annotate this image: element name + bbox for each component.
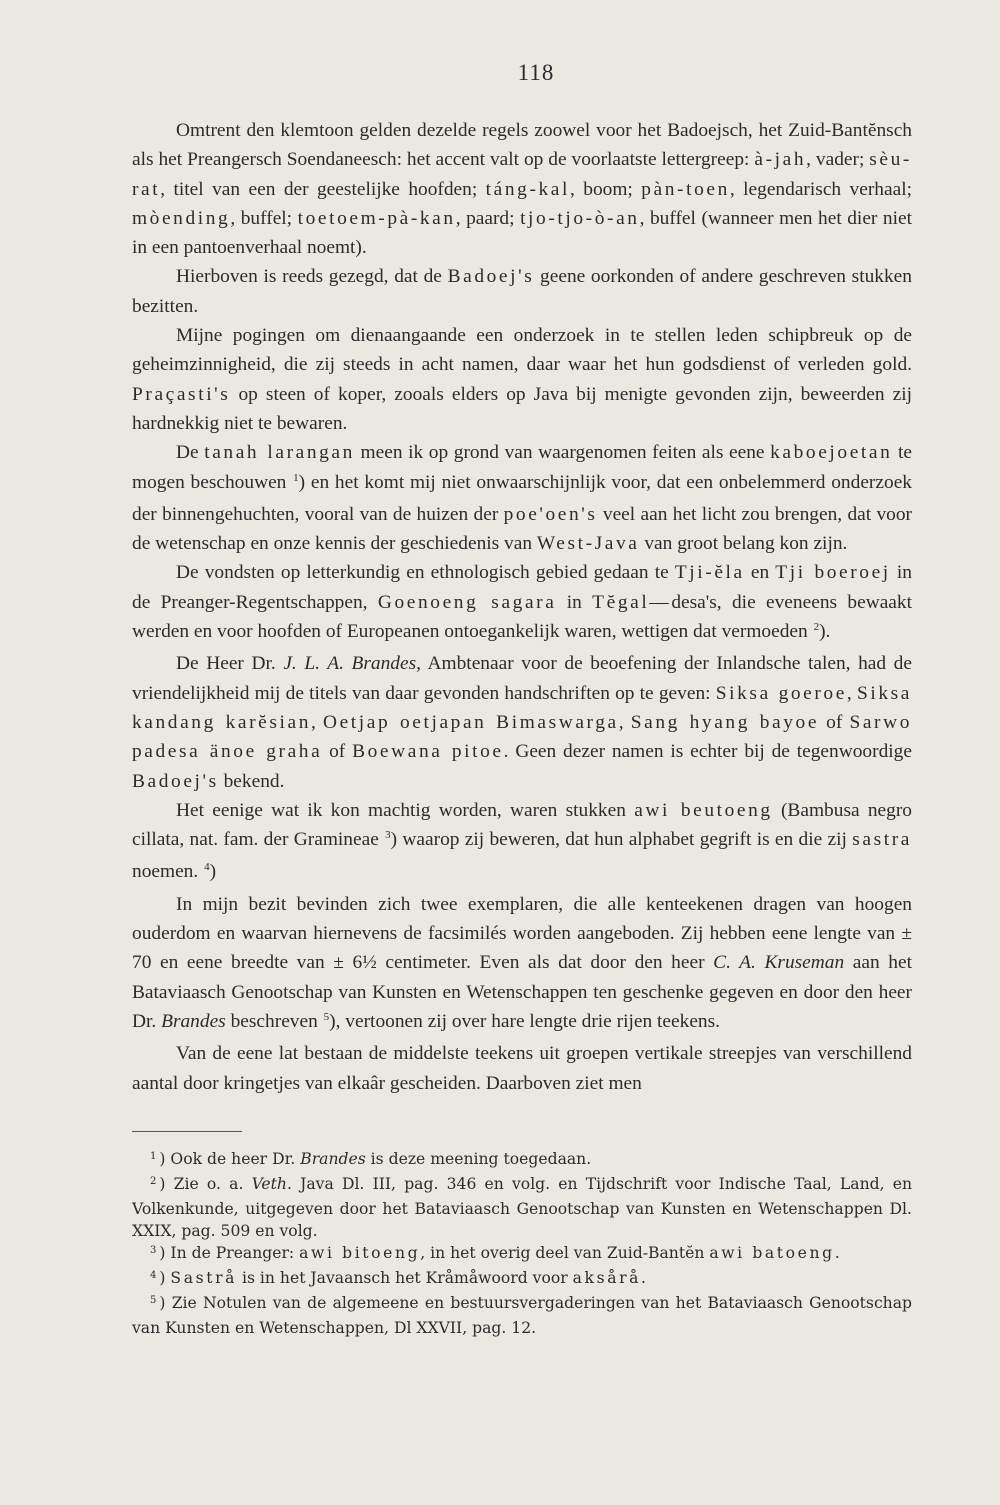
text-run: en [744,562,776,584]
text-run: Mijne pogingen om dienaangaande een onderzoek in te stellen leden schipbreuk op de geheimzinnigheid, die zij steeds in acht namen, daar waar het hun godsdienst of verleden gold. [132,325,912,376]
footnote-divider [132,1131,242,1132]
text-run: , paard; [455,207,521,229]
paragraph [132,1039,912,1098]
spaced-term: Tji boeroej [775,562,891,584]
text-run: , titel van een der geestelijke hoofden; [160,178,486,200]
text-run: Hierboven is reeds gezegd, dat de [176,266,448,288]
italic-name: Brandes [300,1149,366,1168]
text-run: Zie o. a. [173,1174,252,1193]
spaced-term: awi beutoeng [634,799,773,821]
spaced-term: Badoej's [132,770,219,792]
page-number: 118 [517,60,555,85]
text-run: Zie Notulen van de algemeene en bestuursvergaderingen van het Bataviaasch Genootschap van Kunsten en Wetenschappen, Dl XXVII, pag. 12. [132,1293,912,1337]
spaced-term: Sang hyang bayoe [630,711,820,733]
spaced-term: tjo-tjo-ò-an [520,207,640,229]
text-run: . [641,1268,647,1287]
text-run: is deze meening toegedaan. [365,1149,592,1168]
italic-name: J. L. A. Brandes [283,653,417,675]
spaced-term: Boewana pitoe [352,741,504,763]
footnote-mark: 3 [150,1244,157,1256]
text-run: Van de eene lat bestaan de middelste teekens uit groepen vertikale streepjes van verschillend aantal door kringetjes van elkaâr gescheiden. Daarboven ziet men [132,1043,912,1094]
paragraph [132,649,912,795]
text-run: ) en het komt mij niet onwaarschijnlijk voor, dat een onbelemmerd onderzoek der binnengehuchten, vooral van de huizen der [132,471,912,525]
text-run: ), vertoonen zij over hare lengte drie rijen teekens. [329,1010,721,1032]
spaced-term: awi bitoeng [299,1243,421,1262]
spaced-term: tanah larangan [204,442,355,464]
paragraph [132,262,912,321]
body-text [132,116,912,1098]
paragraph [132,890,912,1039]
spaced-term: Tji-ĕla [674,562,745,584]
paragraph [132,438,912,558]
text-run: Ook de heer Dr. [170,1149,301,1168]
footnote [132,1148,912,1173]
spaced-term: Sastrå [170,1268,238,1287]
text-run: (Bambusa negro cillata, nat. fam. der Gramineae [132,799,912,851]
text-run: , buffel; [230,207,298,229]
footnote-ref: 3 [385,829,391,842]
footnote-mark: 2 [150,1175,157,1187]
text-run: In de Preanger: [170,1243,300,1262]
text-run: of [819,711,850,733]
text-run: , [311,711,323,733]
footnote-mark-paren: ) [159,1243,171,1262]
text-run: De vondsten op letterkundig en ethnologisch gebied gedaan te [176,562,675,584]
italic-name: C. A. Kruseman [713,952,845,974]
text-run: , [846,682,857,704]
text-run: beschreven [225,1010,323,1032]
spaced-term: aksårå [572,1268,642,1287]
paragraph [132,116,912,262]
text-run: ) waarop zij beweren, dat hun alphabet gegrift is en die zij [390,829,853,851]
text-run: in de Preanger-Regentschappen, [132,562,913,613]
spaced-term: Tĕgal— [592,591,672,613]
footnote [132,1173,912,1242]
spaced-term: toetoem-pà-kan [297,207,456,229]
footnote-mark-paren: ) [159,1268,171,1287]
footnote [132,1267,912,1292]
spaced-term: awi batoeng [709,1243,835,1262]
text-run: geene oorkonden of andere geschreven stukken bezitten. [132,266,912,317]
spaced-term: Oetjap oetjapan Bimaswarga [322,711,619,733]
spaced-term: West-Java [536,533,640,555]
text-run: van groot belang kon zijn. [639,533,848,555]
spaced-term: poe'oen's [503,503,598,525]
text-run: , buffel (wanneer men het dier niet in een pantoenverhaal noemt). [132,207,912,259]
text-run: De [176,442,205,464]
footnote [132,1242,912,1267]
italic-name: Veth. [251,1174,292,1193]
paragraph [132,558,912,649]
text-run: te mogen beschouwen [132,442,912,493]
spaced-term: Goenoeng sagara [377,591,557,613]
text-run: ) [209,861,217,883]
text-run: desa's, die eveneens bewaakt werden en voor hoofden of Europeanen ontoegankelijk waren, wettigen dat vermoeden [132,591,912,643]
footnote-mark-paren: ) [159,1293,172,1312]
text-run: is in het Javaansch het Kråmåwoord voor [237,1268,573,1287]
text-run: Java Dl. III, pag. 346 en volg. en Tijdschrift voor Indische Taal, Land, en Volkenkunde, uitgegeven door het Bataviaasch Genootschap van Kunsten en Wetenschappen Dl. XXIX, pag. 509 en volg. [132,1174,913,1240]
footnote-ref: 1 [293,471,299,484]
footnote-mark-paren: ) [159,1174,174,1193]
text-run: bekend. [218,770,285,792]
spaced-term: Badoej's [447,266,535,288]
spaced-term: Siksa kandang karĕsian [132,682,912,733]
text-run: noemen. [132,861,204,883]
text-run: op steen of koper, zooals elders op Java bij menigte gevonden zijn, beweerden zij hardnekkig niet te bewaren. [132,383,912,434]
paragraph [132,796,912,890]
text-run: , in het overig deel van Zuid-Bantĕn [420,1243,710,1262]
text-run: ). [819,621,831,643]
spaced-term: Praçasti's [132,383,231,405]
footnote-mark: 4 [150,1269,157,1281]
text-run: of [322,741,353,763]
spaced-term: táng-kal [485,178,570,200]
footnote-ref: 5 [323,1010,330,1023]
spaced-term: Siksa goeroe [715,682,847,704]
text-run: , vader; [806,149,870,171]
text-run: . [834,1243,840,1262]
footnote-mark-paren: ) [159,1149,171,1168]
spaced-term: Sarwo padesa änoe graha [132,711,912,763]
text-run: Het eenige wat ik kon machtig worden, waren stukken [176,799,635,821]
text-run: in [556,591,593,613]
text-run: aan het Bataviaasch Genootschap van Kunsten en Wetenschappen ten geschenke gegeven en door den heer Dr. [132,952,912,1032]
footnote-ref: 2 [813,621,820,634]
text-run: , [618,711,631,733]
footnote-mark: 5 [150,1294,157,1306]
footnote-mark: 1 [150,1150,157,1162]
footnote-ref: 4 [204,861,210,874]
spaced-term: à-jah [754,149,807,171]
text-run: meen ik op grond van waargenomen feiten als eene [354,442,771,464]
spaced-term: sastra [852,829,912,851]
italic-name: Brandes [161,1010,226,1032]
text-run: Omtrent den klemtoon gelden dezelde regels zoowel voor het Badoejsch, het Zuid-Bantĕnsch als het Preangersch Soendaneesch: het accent valt op de voorlaatste lettergreep: [132,120,912,171]
footnotes [132,1148,912,1339]
text-run: In mijn bezit bevinden zich twee exemplaren, die alle kenteekenen dragen van hoogen ouderdom en waarvan hiernevens de facsimilés worden aangeboden. Zij hebben eene lengte van ± 70 en eene breedte van ± 6½ centimeter. Even als dat door den heer [132,893,912,974]
text-run: veel aan het licht zou brengen, dat voor de wetenschap en onze kennis der geschiedenis van [132,503,913,555]
text-run: . Geen dezer namen is echter bij de tegenwoordige [503,741,912,763]
footnote [132,1292,912,1339]
spaced-term: kaboejoetan [770,442,893,464]
spaced-term: pàn-toen [641,178,730,200]
text-run: , legendarisch verhaal; [729,178,912,200]
text-run: , boom; [570,178,642,200]
spaced-term: sèu-rat [132,149,912,200]
paragraph [132,321,912,438]
text-run: , Ambtenaar voor de beoefening der Inlandsche talen, had de vriendelijkheid mij de titels van daar gevonden handschriften op te geven: [132,653,912,704]
spaced-term: mòending [132,207,231,229]
text-run: De Heer Dr. [176,653,284,675]
